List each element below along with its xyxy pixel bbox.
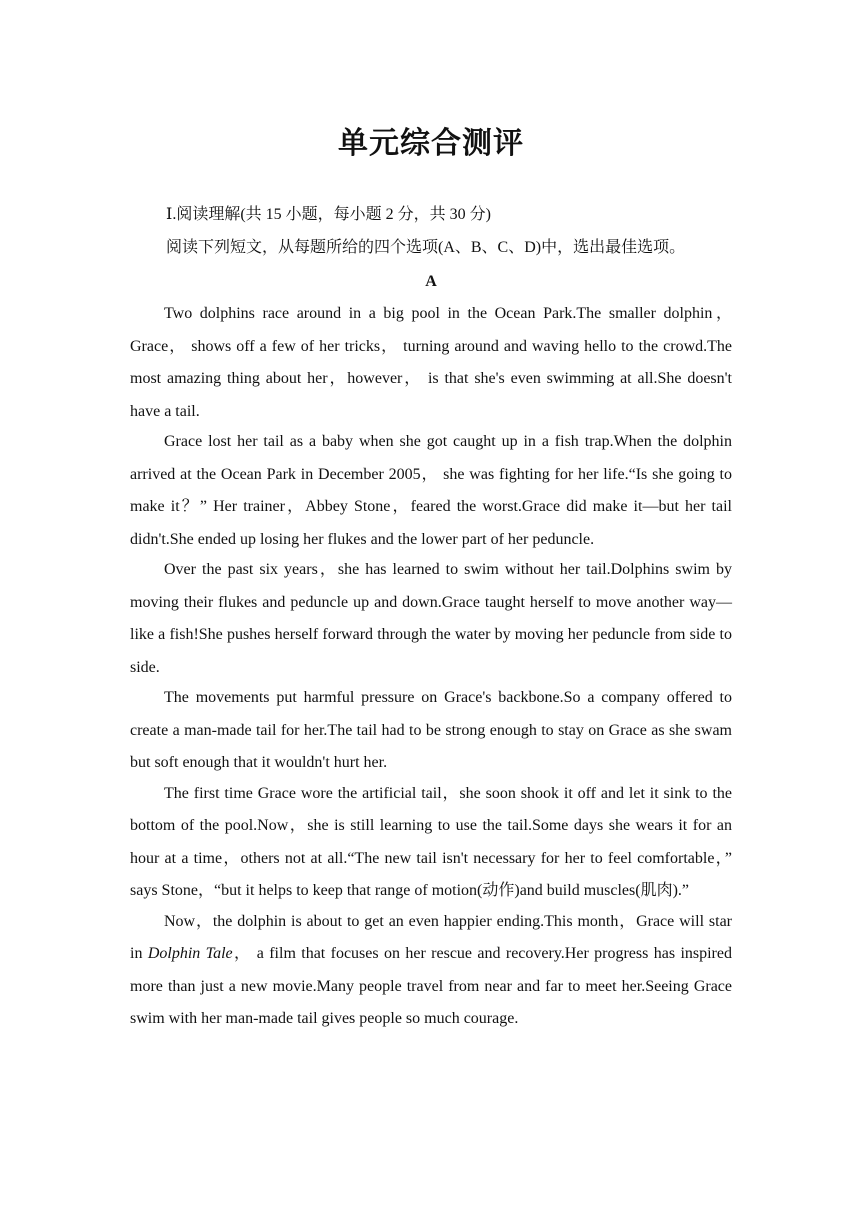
page-title: 单元综合测评 [338,126,524,161]
paragraph-5: The first time Grace wore the artificial tail，she soon shook it off and let it sink to the bottom of the pool.Now，she is still learning to use the tail.Some days she wears it for an hour at a time，others not at all.“The new tail isn't necessary for her to feel comfortable，” says Stone，“but it helps to keep that range of motion(动作)and build muscles(肌肉).” [130,784,732,899]
paragraph-6 [130,906,732,1036]
paragraph-6-part-1: Now，the dolphin is about to get an even happier ending.This month，Grace will star in [130,912,732,962]
paragraph-2: Grace lost her tail as a baby when she got caught up in a fish trap.When the dolphin arrived at the Ocean Park in December 2005， she was fighting for her life.“Is she going to make it？” Her trainer，Abbey Stone，feared the worst.Grace did make it—but her tail didn't.She ended up losing her flukes and the lower part of her peduncle. [130,433,733,548]
paragraph-1: Two dolphins race around in a big pool in the Ocean Park.The smaller dolphin，Grace， shows off a few of her tricks， turning around and waving hello to the crowd.The most amazing thing about her，however， is that she's even swimming at all.She doesn't have a tail. [130,305,732,420]
passage-body [130,298,732,1034]
passage-label: A [425,273,437,290]
film-title: Dolphin Tale [147,945,233,962]
paragraph-3: Over the past six years，she has learned to swim without her tail.Dolphins swim by moving their flukes and peduncle up and down.Grace taught herself to move another way—like a fish!She pushes herself forward through the water by moving her peduncle from side to side. [130,561,732,676]
paragraph-6-part-2: ， a film that focuses on her rescue and recovery.Her progress has inspired more than just a new movie.Many people travel from near and far to meet her.Seeing Grace swim with her man-made tail gives people so much courage. [130,945,732,1027]
paragraph-4: The movements put harmful pressure on Grace's backbone.So a company offered to create a man-made tail for her.The tail had to be strong enough to stay on Grace as she swam but soft enough that it wouldn't hurt her. [130,689,732,771]
section-header: Ⅰ.阅读理解(共 15 小题，每小题 2 分，共 30 分) [166,206,491,223]
instructions: 阅读下列短文，从每题所给的四个选项(A、B、C、D)中，选出最佳选项。 [166,239,686,256]
